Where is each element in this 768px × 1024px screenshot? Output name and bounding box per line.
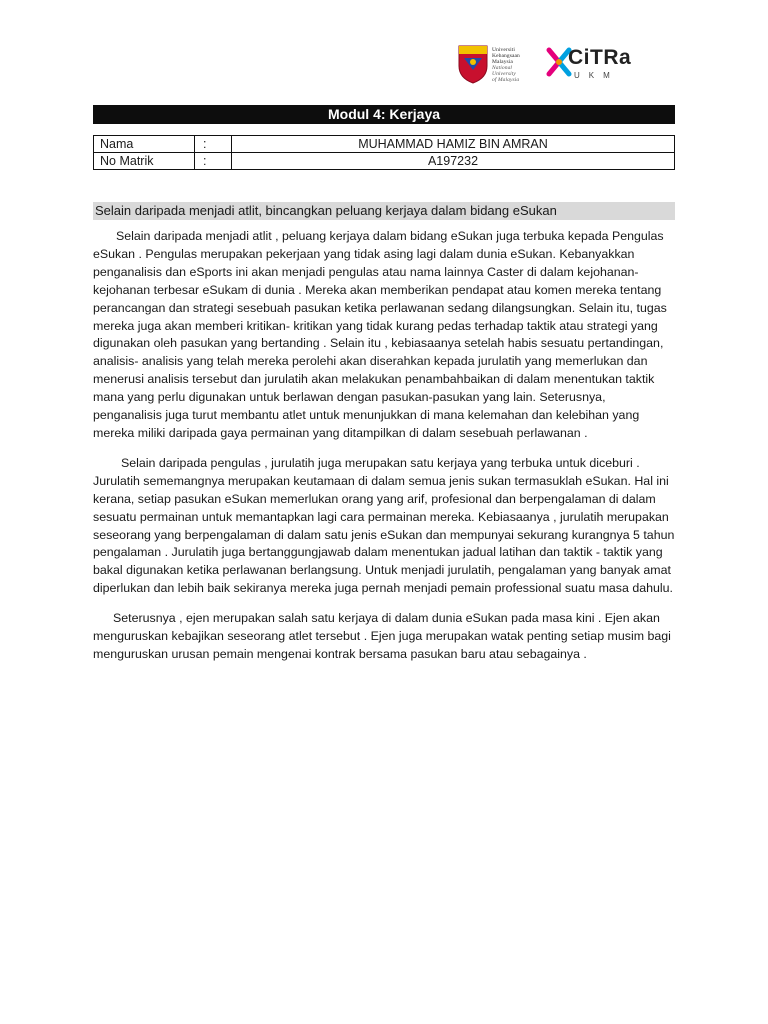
paragraph-agent: Seterusnya , ejen merupakan salah satu kerjaya di dalam dunia eSukan pada masa kini . Ejen akan menguruskan kebajikan seseorang atlet tersebut . Ejen juga merupakan watak penting setiap musim bagi menguruskan urusan pemain mengenai kontrak bersama pasukan baru atau sebagainya . bbox=[93, 611, 671, 661]
module-title: Modul 4: Kerjaya bbox=[93, 105, 675, 124]
info-row-name bbox=[94, 136, 675, 153]
name-separator: : bbox=[195, 136, 232, 153]
header-logos bbox=[456, 44, 636, 84]
ukm-line3: Malaysia bbox=[492, 59, 513, 65]
ukm-tagline2: of Malaysia bbox=[492, 77, 520, 83]
student-info-table bbox=[93, 135, 675, 170]
question-heading: Selain daripada menjadi atlit, bincangkan peluang kerjaya dalam bidang eSukan bbox=[93, 202, 675, 220]
matric-value: A197232 bbox=[232, 153, 675, 170]
ukm-wordmark bbox=[492, 47, 536, 83]
ukm-line1: Universiti bbox=[492, 47, 515, 53]
citra-wordmark: CiTRa bbox=[568, 46, 632, 69]
citra-logo bbox=[546, 44, 636, 84]
ukm-tagline1: National University bbox=[492, 65, 516, 77]
citra-subtext: UKM bbox=[574, 71, 619, 80]
info-row-matric bbox=[94, 153, 675, 170]
name-value: MUHAMMAD HAMIZ BIN AMRAN bbox=[232, 136, 675, 153]
ukm-logo bbox=[456, 44, 536, 84]
ukm-line2: Kebangsaan bbox=[492, 53, 520, 59]
ukm-crest-icon bbox=[456, 44, 490, 84]
essay-body bbox=[93, 228, 675, 676]
matric-label: No Matrik bbox=[94, 153, 195, 170]
paragraph-coach: Selain daripada pengulas , jurulatih juga merupakan satu kerjaya yang terbuka untuk diceburi . Jurulatih sememangnya merupakan keutamaan di dalam semua jenis sukan termasuklah eSukan. Hal ini kerana, setiap pasukan eSukan memerlukan orang yang arif, profesional dan berpengalaman di dalam sesuatu permainan untuk memantapkan lagi cara permainan mereka. Kebiasaanya , jurulatih merupakan seseorang yang berpengalaman di dalam satu jenis eSukan dan mempunyai sekurang kurangnya 5 tahun pengalaman . Jurulatih juga bertanggungjawab dalam menentukan jadual latihan dan taktik - taktik yang bakal digunakan ketika perlawanan berlangsung. Untuk menjadi jurulatih, pengalaman yang banyak amat diperlukan dan lebih baik sekiranya mereka juga pernah menjadi pemain professional suatu masa dahulu. bbox=[93, 455, 675, 596]
paragraph-analyst: Selain daripada menjadi atlit , peluang kerjaya dalam bidang eSukan juga terbuka kepada Pengulas eSukan . Pengulas merupakan pekerjaan yang tidak asing lagi dalam dunia eSukan. Kebanyakkan penganalisis dan eSports ini akan menjadi pengulas atau nama lainnya Caster di dalam kejohanan- kejohanan terbesar eSukam di dunia . Mereka akan memberikan pendapat atau komen mereka tentang perancangan dan strategi sesebuah pasukan ketika perlawanan sedang dilangsungkan. Selain itu, tugas mereka juga akan memberi kritikan- kritikan yang tidak kurang pedas terhadap taktik atau strategi yang digunakan oleh pasukan yang bertanding . Selain itu , kebiasaanya setelah habis sesuatu pertandingan, analisis- analisis yang telah mereka perolehi akan diserahkan kepada jurulatih yang memerlukan dan menerusi analisis tersebut dan jurulatih akan melakukan penambahbaikan di dalam menentukan taktik mana yang perlu digunakan untuk berlawan dengan pasukan-pasukan yang lain. Seterusnya, penganalisis juga turut membantu atlet untuk menunjukkan di mana kelemahan dan kelebihan yang mereka miliki daripada gaya permainan yang ditampilkan di dalam sesebuah perlawanan . bbox=[93, 229, 667, 440]
matric-separator: : bbox=[195, 153, 232, 170]
name-label: Nama bbox=[94, 136, 195, 153]
